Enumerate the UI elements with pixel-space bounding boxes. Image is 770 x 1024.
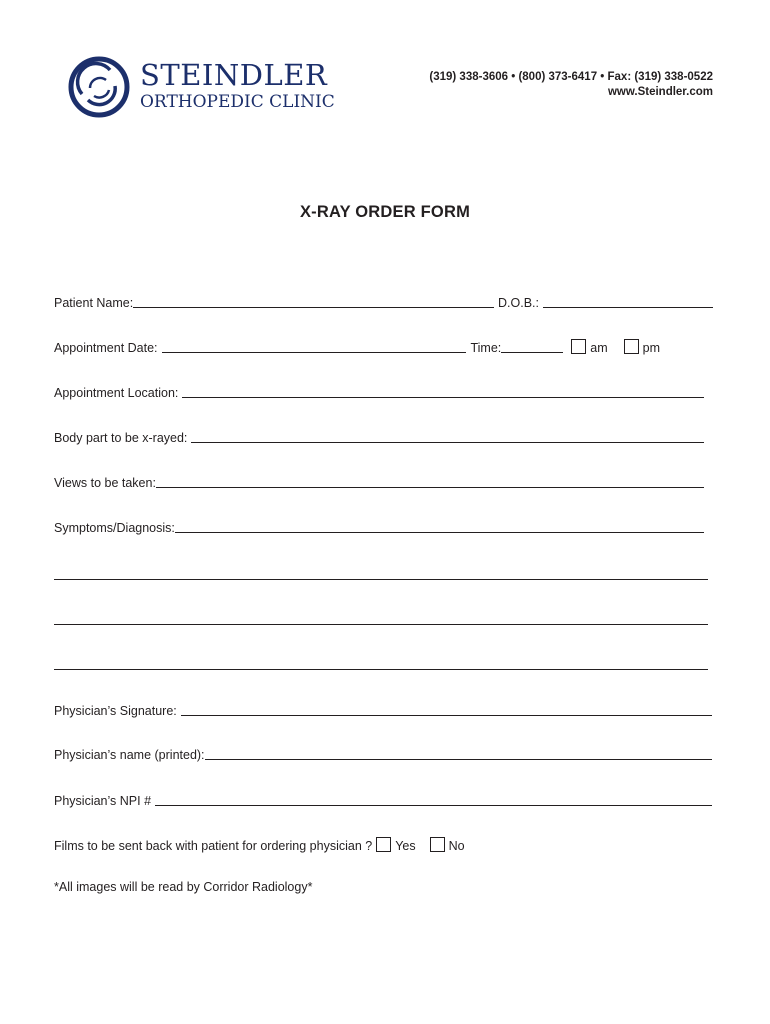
website-link[interactable]: www.Steindler.com <box>607 86 713 98</box>
physician-signature-label: Physician’s Signature: <box>54 704 177 718</box>
symptoms-extra-field-2[interactable] <box>54 612 708 625</box>
body-part-row <box>54 425 704 445</box>
body-part-field[interactable] <box>191 430 704 443</box>
physician-npi-label: Physician’s NPI # <box>54 794 152 808</box>
physician-signature-field[interactable] <box>181 703 712 716</box>
pm-label: pm <box>642 341 660 355</box>
symptoms-extra-line-3 <box>54 652 708 672</box>
films-label: Films to be sent back with patient for ordering physician ? <box>54 839 373 853</box>
physician-npi-row <box>54 788 712 808</box>
appointment-location-row <box>54 380 704 400</box>
physician-signature-row <box>54 698 712 718</box>
body-part-label: Body part to be x-rayed: <box>54 431 188 445</box>
views-row <box>54 470 704 490</box>
radiology-note: *All images will be read by Corridor Radiology* <box>54 880 313 894</box>
symptoms-row <box>54 515 704 535</box>
no-checkbox[interactable] <box>430 837 445 852</box>
pm-checkbox[interactable] <box>624 339 639 354</box>
appointment-date-field[interactable] <box>162 340 467 353</box>
symptoms-field[interactable] <box>175 520 704 533</box>
phone-line: (319) 338-3606 • (800) 373-6417 • Fax: (319) 338-0522 <box>429 71 713 83</box>
patient-name-label: Patient Name: <box>54 296 134 310</box>
views-label: Views to be taken: <box>54 476 156 490</box>
physician-name-row <box>54 742 712 762</box>
views-field[interactable] <box>156 475 704 488</box>
patient-name-row <box>54 290 713 310</box>
am-label: am <box>590 341 608 355</box>
symptoms-extra-line-1 <box>54 562 708 582</box>
clinic-subtitle: ORTHOPEDIC CLINIC <box>140 92 335 112</box>
form-title: X-RAY ORDER FORM <box>299 203 471 221</box>
yes-label: Yes <box>395 839 416 853</box>
physician-npi-field[interactable] <box>155 793 712 806</box>
symptoms-extra-field-1[interactable] <box>54 567 708 580</box>
physician-name-label: Physician’s name (printed): <box>54 748 205 762</box>
symptoms-extra-field-3[interactable] <box>54 657 708 670</box>
clinic-logo-icon <box>68 56 130 118</box>
appointment-location-label: Appointment Location: <box>54 386 179 400</box>
time-label: Time: <box>470 341 502 355</box>
films-row <box>54 833 465 853</box>
symptoms-label: Symptoms/Diagnosis: <box>54 521 175 535</box>
am-checkbox[interactable] <box>571 339 586 354</box>
appointment-date-row <box>54 335 660 355</box>
dob-label: D.O.B.: <box>498 296 539 310</box>
appointment-location-field[interactable] <box>182 385 704 398</box>
dob-field[interactable] <box>543 295 713 308</box>
patient-name-field[interactable] <box>133 295 494 308</box>
clinic-logo <box>68 54 335 120</box>
clinic-name: STEINDLER <box>140 58 328 92</box>
symptoms-extra-line-2 <box>54 607 708 627</box>
yes-checkbox[interactable] <box>376 837 391 852</box>
contact-info <box>429 70 713 100</box>
no-label: No <box>448 839 465 853</box>
appointment-date-label: Appointment Date: <box>54 341 158 355</box>
time-field[interactable] <box>501 340 563 353</box>
physician-name-field[interactable] <box>205 747 712 760</box>
